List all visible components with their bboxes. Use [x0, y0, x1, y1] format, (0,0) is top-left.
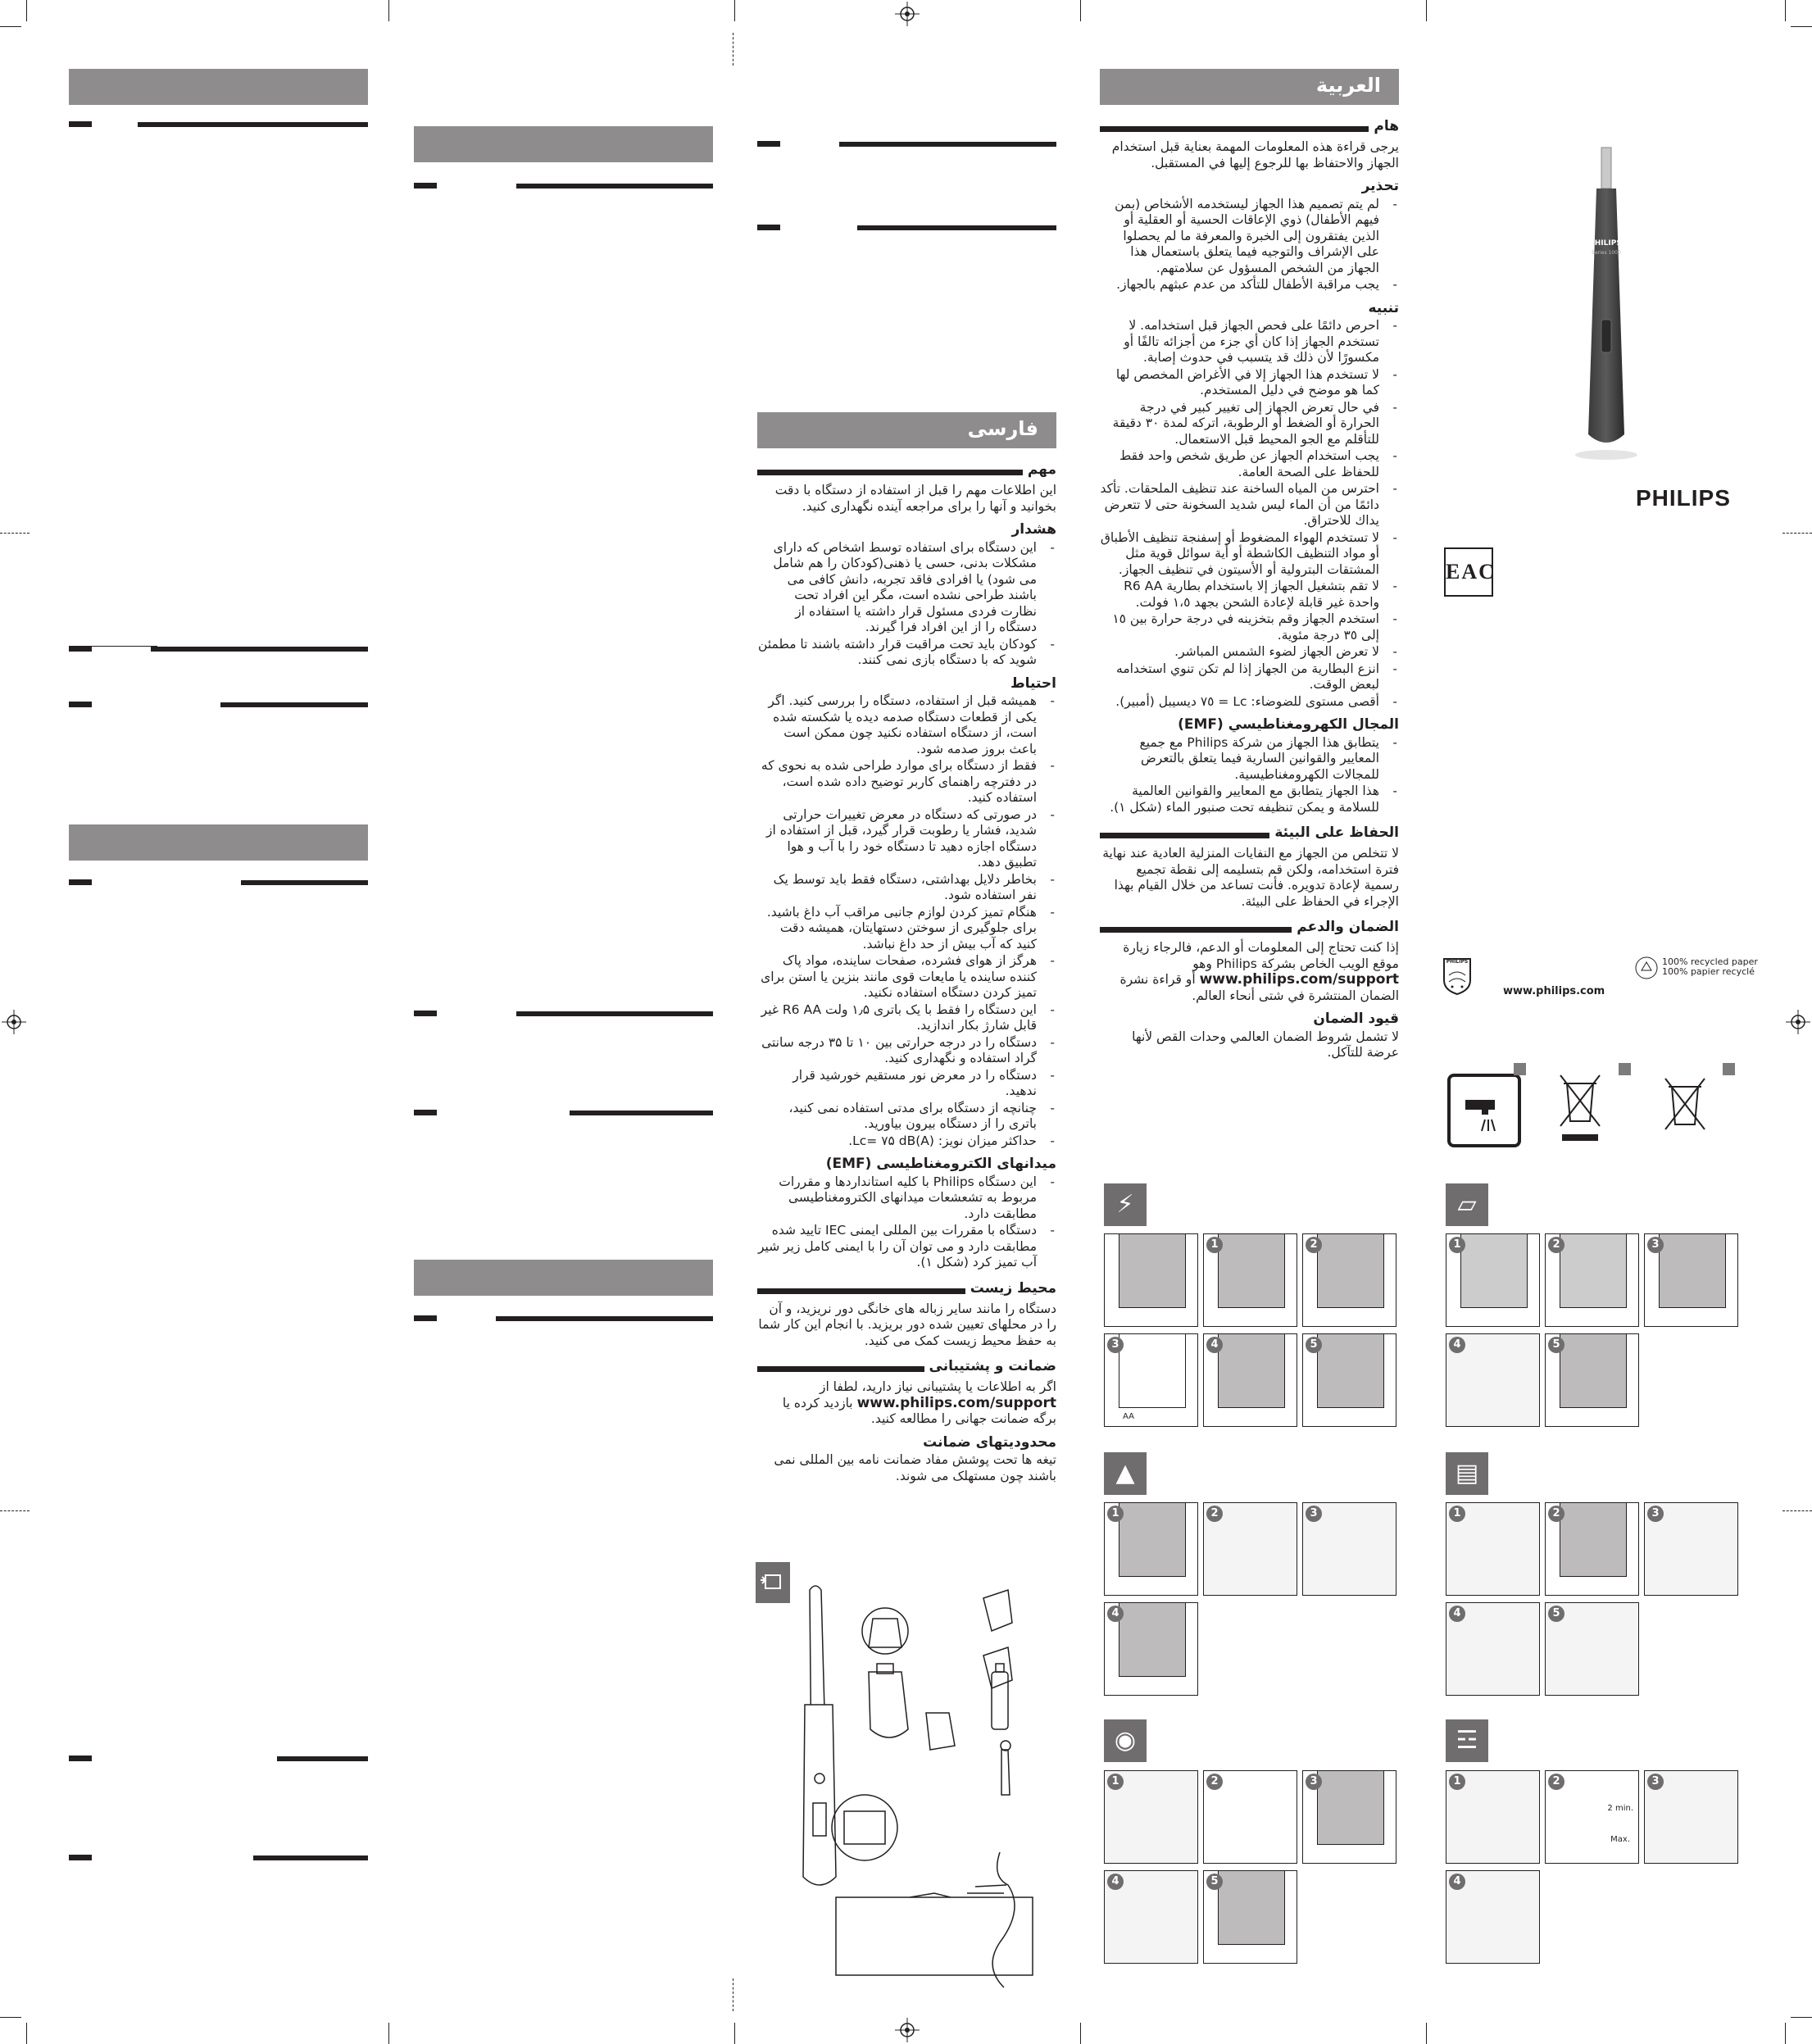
arabic-danger-heading: تحذير: [1361, 178, 1399, 194]
fold-mark: [1080, 0, 1081, 21]
cleaning-step-4: 4: [1446, 1870, 1540, 1964]
arabic-caution-item: - احترس من المياه الساخنة عند تنظيف الملحقات. تأكد دائمًا من أن الماء ليس شديد السخونة حتى لا تتعرض يداك للاحتراق.: [1100, 481, 1399, 529]
arabic-restrictions-text: لا تشمل شروط الضمان العالمي وحدات القص لأنها عرضة للتآكل.: [1132, 1029, 1399, 1060]
product-series-label: Series 1000: [1592, 250, 1621, 256]
arabic-caution-item: - احرص دائمًا على فحص الجهاز قبل استخدامه. لا تستخدم الجهاز إذا كان أي جزء من أجزائه تالفًا أو مكسورًا لأن ذلك قد يتسبب في حدوث إصابة.: [1100, 318, 1399, 366]
eyebrow-step-5: 5: [1203, 1870, 1297, 1964]
trimmer-step-1: 1: [1446, 1233, 1540, 1327]
battery-bin-icon: [1660, 1075, 1710, 1136]
crop-mark: [1785, 2023, 1786, 2044]
farsi-caution-item: - هنگام تمیز کردن لوازم جانبی مراقب آب داغ باشید. برای جلوگیری از سوختن دستهایتان، همیشه دقت کنید که آب بیش از حد داغ نباشد.: [757, 905, 1056, 953]
fold-mark: [734, 0, 735, 21]
farsi-caution-item: - حداکثر میزان نویز: Lc= ۷۵ dB(A).: [757, 1133, 1056, 1150]
trimmer-step-2: 2: [1545, 1233, 1639, 1327]
farsi-danger-item: - کودکان باید تحت مراقبت قرار داشته باشند تا مطمئن شوید که با دستگاه بازی نمی کنند.: [757, 637, 1056, 669]
farsi-danger-heading: هشدار: [1011, 521, 1056, 538]
farsi-caution-item: - در صورتی که دستگاه در معرض تغییرات حرارتی شدید، فشار یا رطوبت قرار گیرد، قبل از استفاده از دستگاه اجازه دهید تا دستگاه خود را با آب و هوا تطبیق دهد.: [757, 807, 1056, 871]
comb-step-2: 2: [1545, 1502, 1639, 1596]
cleaning-step-3: 3: [1644, 1770, 1738, 1864]
cleaning-step-2: 2 2 min. Max.: [1545, 1770, 1639, 1864]
max-label: Max.: [1610, 1835, 1630, 1844]
arabic-caution-item: - لا تستخدم الهواء المضغوط أو إسفنجة تنظيف الأطباق أو مواد التنظيف الكاشطة أو أية سوائل قوية مثل المشتقات البترولية أو الأسيتون في تنظيف الجهاز.: [1100, 530, 1399, 579]
comb-section-icon: ▤: [1446, 1452, 1488, 1495]
marker-square: [1619, 1063, 1631, 1075]
crop-mark: [1791, 2017, 1812, 2018]
eyebrow-step-3: 3: [1302, 1770, 1396, 1864]
arabic-section: [1100, 109, 1399, 1064]
battery-label: AA: [1123, 1412, 1134, 1421]
fold-mark: [1782, 533, 1812, 534]
marker-square: [1723, 1063, 1735, 1075]
arabic-caution-item: - أقصى مستوى للضوضاء: Lc = ٧٥ ديسيبل (أمبير).: [1100, 694, 1399, 711]
battery-step-3: 3 AA: [1104, 1333, 1198, 1427]
arabic-tab-label: العربية: [1315, 74, 1381, 97]
language-tab-placeholder: [414, 1260, 713, 1296]
farsi-emf-heading: میدانهای الکترومغناطیسی (EMF): [825, 1156, 1056, 1172]
fold-mark: [388, 2023, 389, 2044]
battery-section-icon: ⚡: [1104, 1183, 1147, 1226]
language-tab-placeholder: [69, 824, 368, 861]
farsi-caution-item: - دستگاه را در معرض نور مستقیم خورشید قرار ندهید.: [757, 1068, 1056, 1100]
package-contents-illustration: [787, 1582, 1057, 1992]
arabic-environment-heading: الحفاظ على البيئة: [1100, 824, 1399, 842]
nose-step-3: 3: [1302, 1502, 1396, 1596]
comb-step-5: 5: [1545, 1602, 1639, 1696]
farsi-language-tab[interactable]: [757, 412, 1056, 448]
brand-logo: PHILIPS: [1636, 485, 1731, 511]
registration-mark-icon: [895, 2018, 920, 2042]
comb-step-4: 4: [1446, 1602, 1540, 1696]
arabic-caution-item: - لا تعرض الجهاز لضوء الشمس المباشر.: [1100, 644, 1399, 661]
arabic-guarantee-heading: الضمان والدعم: [1100, 918, 1399, 936]
farsi-section: [757, 452, 1056, 1487]
arabic-environment-text: لا تتخلص من الجهاز مع النفايات المنزلية العادية عند نهاية فترة استخدامه، ولكن قم بتسليمه إلى نقطة تجميع رسمية لإعادة تدويره. فأنت تساعد من خلال القيام بهذا الإجراء في الحفاظ على البيئة.: [1102, 846, 1399, 909]
cleaning-step-1: 1: [1446, 1770, 1540, 1864]
trimmer-step-4: 4: [1446, 1333, 1540, 1427]
battery-step-0: [1104, 1233, 1198, 1327]
language-tab-placeholder: [69, 69, 368, 105]
farsi-caution-item: - فقط از دستگاه برای موارد طراحی شده به نحوی که در دفترچه راهنمای کاربر توضیح داده شده است، استفاده کنید.: [757, 758, 1056, 806]
nose-step-4: 4: [1104, 1602, 1198, 1696]
farsi-guarantee-heading: ضمانت و پشتیبانی: [757, 1357, 1056, 1375]
nose-step-1: 1: [1104, 1502, 1198, 1596]
nose-section-icon: ▲: [1104, 1452, 1147, 1495]
arabic-emf-item: - يتطابق هذا الجهاز من شركة Philips مع جميع المعايير والقوانين السارية فيما يتعلق بالتعرض للمجالات الكهرومغناطيسية.: [1100, 735, 1399, 784]
recycled-paper-text: 100% recycled paper 100% papier recyclé: [1662, 956, 1758, 977]
arabic-danger-item: - لم يتم تصميم هذا الجهاز ليستخدمه الأشخاص (بمن فيهم الأطفال) ذوي الإعاقات الحسية أو العقلية أو الذين يفتقرون إلى الخبرة والمعرفة ما لم يحصلوا على الإشراف والتوجيه فيما يتعلق باستعمال هذا الجهاز من الشخص المسؤول عن سلامتهم.: [1100, 197, 1399, 277]
language-tab-placeholder: [414, 126, 713, 162]
nose-step-2: 2: [1203, 1502, 1297, 1596]
farsi-important-text: این اطلاعات مهم را قبل از استفاده از دستگاه با دقت بخوانید و آنها را برای مراجعه آینده نگهداری کنید.: [774, 483, 1056, 514]
farsi-environment-heading: محیط زیست: [757, 1279, 1056, 1297]
farsi-emf-item: - این دستگاه Philips با کلیه استانداردها و مقررات مربوط به تشعشعات میدانهای الکترومغناطیسی مطابقت دارد.: [757, 1174, 1056, 1223]
fold-mark: [1782, 1510, 1812, 1511]
arabic-emf-item: - هذا الجهاز يتطابق مع المعايير والقوانين العالمية للسلامة و يمكن تنظيفه تحت صنبور الماء (شكل ١).: [1100, 784, 1399, 815]
crop-mark: [26, 2023, 27, 2044]
tap-water-icon: [1447, 1074, 1521, 1147]
fold-mark: [0, 1510, 30, 1511]
arabic-caution-heading: تنبيه: [1368, 299, 1399, 316]
eyebrow-step-1: 1: [1104, 1770, 1198, 1864]
battery-step-2: 2: [1302, 1233, 1396, 1327]
trimmer-step-3: 3: [1644, 1233, 1738, 1327]
arabic-restrictions-heading: قيود الضمان: [1313, 1011, 1399, 1027]
arabic-support-link[interactable]: www.philips.com/support: [1199, 971, 1399, 988]
registration-mark-icon: [2, 1010, 26, 1034]
arabic-caution-item: - لا تقم بتشغيل الجهاز إلا باستخدام بطارية R6 AA واحدة غير قابلة لإعادة الشحن بجهد ١،٥ فولت.: [1100, 579, 1399, 611]
product-image: [1565, 139, 1647, 484]
eyebrow-section-icon: ◉: [1104, 1719, 1147, 1762]
arabic-caution-item: - لا تستخدم هذا الجهاز إلا في الأغراض المخصص لها كما هو موضح في دليل المستخدم.: [1100, 367, 1399, 399]
battery-step-5: 5: [1302, 1333, 1396, 1427]
cleaning-section-icon: ☲: [1446, 1719, 1488, 1762]
registration-mark-icon: [895, 2, 920, 26]
eyebrow-step-2: 2: [1203, 1770, 1297, 1864]
farsi-restrictions-heading: محدودیتهای ضمانت: [923, 1433, 1056, 1451]
farsi-caution-item: - این دستگاه را فقط با یک باتری ۱٫۵ ولت R6 AA غیر قابل شارژ بکار اندازید.: [757, 1002, 1056, 1034]
comb-step-3: 3: [1644, 1502, 1738, 1596]
trimmer-step-5: 5: [1545, 1333, 1639, 1427]
fold-mark: [0, 533, 30, 534]
package-contents-icon: [756, 1562, 790, 1603]
farsi-caution-item: - دستگاه را در درجه حرارتی بین ۱۰ تا ۳۵ درجه سانتی گراد استفاده و نگهداری کنید.: [757, 1035, 1056, 1067]
fold-mark: [1080, 2023, 1081, 2044]
website-url[interactable]: www.philips.com: [1503, 985, 1605, 997]
farsi-caution-item: - بخاطر دلایل بهداشتی، دستگاه فقط باید توسط یک نفر استفاده شود.: [757, 872, 1056, 904]
crop-mark: [0, 26, 21, 27]
marker-square: [1514, 1063, 1526, 1075]
trimmer-head-section-icon: ▱: [1446, 1183, 1488, 1226]
farsi-caution-item: - همیشه قبل از استفاده، دستگاه را بررسی کنید. اگر یکی از قطعات دستگاه صدمه دیده یا شکسته شده است، از دستگاه استفاده نکنید چون ممکن است باعث بروز صدمه شود.: [757, 693, 1056, 757]
farsi-important-heading: مهم: [757, 461, 1056, 479]
farsi-environment-text: دستگاه را مانند سایر زباله های خانگی دور نریزید، و آن را در محلهای تعیین شده دور بریزید. با انجام این کار شما به حفظ محیط زیست کمک می کنید.: [758, 1301, 1056, 1348]
registration-mark-icon: [1786, 1010, 1810, 1034]
crop-mark: [1785, 0, 1786, 21]
arabic-important-heading: هام: [1100, 117, 1399, 135]
crop-mark: [1791, 26, 1812, 27]
weee-bin-icon: [1555, 1072, 1605, 1149]
farsi-support-link[interactable]: www.philips.com/support: [856, 1394, 1056, 1411]
arabic-language-tab[interactable]: [1100, 69, 1399, 105]
farsi-restrictions-text: تیغه ها تحت پوشش مفاد ضمانت نامه بین المللی نمی باشند چون مستهلک می شوند.: [774, 1452, 1056, 1483]
arabic-caution-item: - استخدم الجهاز وقم بتخزينه في درجة حرارة بين ١٥ إلى ٣٥ درجة مئوية.: [1100, 611, 1399, 643]
farsi-tab-label: فارسی: [967, 417, 1038, 440]
comb-step-1: 1: [1446, 1502, 1540, 1596]
arabic-emf-heading: المجال الكهرومغناطيسي (EMF): [1178, 716, 1399, 733]
fold-mark: [388, 0, 389, 21]
arabic-caution-item: - يجب استخدام الجهاز عن طريق شخص واحد فقط للحفاظ على الصحة العامة.: [1100, 448, 1399, 480]
farsi-caution-heading: احتیاط: [1010, 675, 1056, 692]
fold-mark: [734, 2023, 735, 2044]
arabic-danger-item: - يجب مراقبة الأطفال للتأكد من عدم عبثهم بالجهاز.: [1100, 277, 1399, 293]
philips-shield-label: PHILIPS: [1446, 959, 1469, 965]
battery-step-4: 4: [1203, 1333, 1297, 1427]
arabic-caution-item: - في حال تعرض الجهاز إلى تغيير كبير في درجة الحرارة أو الضغط أو الرطوبة، اتركه لمدة ٣٠ دقيقة للتأقلم مع الجو المحيط قبل الاستعمال.: [1100, 400, 1399, 448]
crop-mark: [0, 2017, 21, 2018]
farsi-emf-item: - دستگاه با مقررات بین المللی ایمنی IEC تایید شده مطابقت دارد و می توان آن را با ایمنی کامل زیر شیر آب تمیز کرد (شکل ۱).: [757, 1223, 1056, 1271]
arabic-caution-item: - انزع البطارية من الجهاز إذا لم تكن تنوي استخدامه لبعض الوقت.: [1100, 661, 1399, 693]
farsi-guarantee-text: اگر به اطلاعات یا پشتیبانی نیاز دارید، لطفا از www.philips.com/support بازدید کرده یا برگه ضمانت جهانی را مطالعه کنید.: [782, 1379, 1056, 1426]
eyebrow-step-4: 4: [1104, 1870, 1198, 1964]
farsi-danger-item: - این دستگاه برای استفاده توسط اشخاص که دارای مشکلات بدنی، حسی یا ذهنی(کودکان را هم شامل می شود) یا افرادی فاقد تجربه، دانش کافی می باشند طراحی نشده است، مگر این افراد تحت نظارت فردی مسئول قرار داشته یا استفاده از دستگاه را از این افراد فرا گیرند.: [757, 540, 1056, 636]
battery-step-1: 1: [1203, 1233, 1297, 1327]
recycle-icon: [1634, 956, 1659, 983]
crop-mark: [26, 0, 27, 21]
eac-mark: EAC: [1444, 547, 1493, 597]
fold-mark: [1426, 0, 1427, 21]
arabic-guarantee-text: إذا كنت تحتاج إلى المعلومات أو الدعم، فالرجاء زيارة موقع الويب الخاص بشركة Philips وهو www.philips.com/support أو قراءة نشرة الضمان المنتشرة في شتى أنحاء العالم.: [1119, 940, 1399, 1003]
farsi-caution-item: - چنانچه از دستگاه برای مدتی استفاده نمی کنید، باتری را از دستگاه بیرون بیاورید.: [757, 1101, 1056, 1133]
product-brand-label: PHILIPS: [1589, 239, 1622, 248]
fold-mark: [1426, 2023, 1427, 2044]
timer-label: 2 min.: [1607, 1804, 1633, 1813]
arabic-important-text: يرجى قراءة هذه المعلومات المهمة بعناية قبل استخدام الجهاز والاحتفاظ بها للرجوع إليها في المستقبل.: [1111, 139, 1399, 170]
farsi-caution-item: - هرگز از هوای فشرده، صفحات ساینده، مواد پاک کننده ساینده یا مایعات قوی مانند بنزین یا استن برای تمیز کردن دستگاه استفاده نکنید.: [757, 953, 1056, 1002]
